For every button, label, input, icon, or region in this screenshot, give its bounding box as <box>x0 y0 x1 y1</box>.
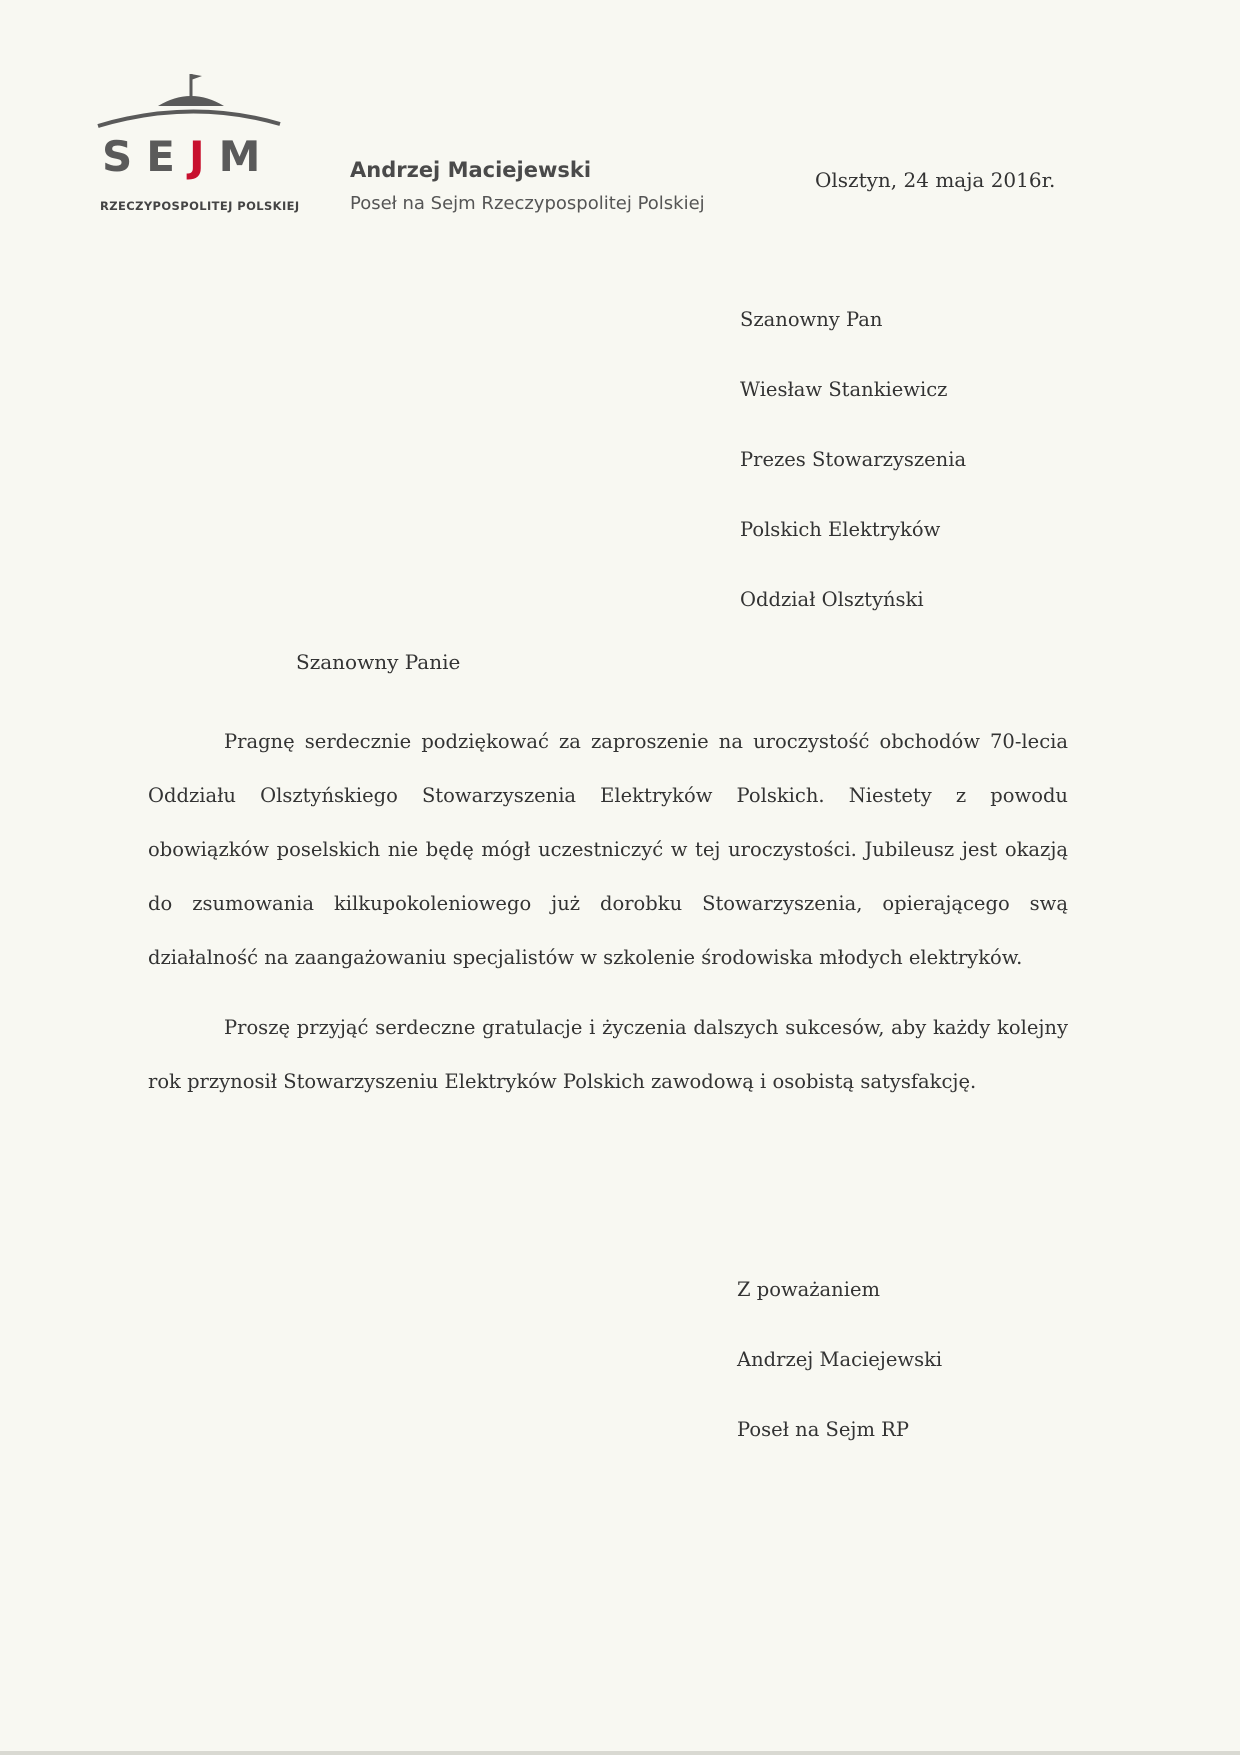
sejm-wordmark: SEJM <box>102 132 275 181</box>
signature-title: Poseł na Sejm RP <box>737 1418 909 1441</box>
sejm-building-icon <box>96 68 286 138</box>
body-paragraph: Proszę przyjąć serdeczne gratulacje i życzenia dalszych sukcesów, aby każdy kolejny rok przynosił Stowarzyszeniu Elektryków Polskich zawodową i osobistą satysfakcję. <box>148 1016 1068 1093</box>
recipient-line: Polskich Elektryków <box>740 518 941 541</box>
signature-name: Andrzej Maciejewski <box>737 1348 943 1371</box>
recipient-block <box>740 300 966 650</box>
sender-name: Andrzej Maciejewski <box>350 158 592 182</box>
salutation: Szanowny Panie <box>296 650 461 674</box>
scan-edge <box>0 1751 1240 1755</box>
body-paragraph: Pragnę serdecznie podziękować za zaproszenie na uroczystość obchodów 70-lecia Oddziału Olsztyńskiego Stowarzyszenia Elektryków Polskich. Niestety z powodu obowiązków poselskich nie będę mógł uczestniczyć w tej uroczystości. Jubileusz jest okazją do zsumowania kilkupokoleniowego już dorobku Stowarzyszenia, opierającego swą działalność na zaangażowaniu specjalistów w szkolenie środowiska młodych elektryków. <box>148 730 1068 969</box>
recipient-line: Wiesław Stankiewicz <box>740 378 948 401</box>
closing-block <box>737 1270 942 1480</box>
logo-subtitle: RZECZYPOSPOLITEJ POLSKIEJ <box>100 199 300 213</box>
sejm-logo <box>96 68 300 218</box>
sender-title: Poseł na Sejm Rzeczypospolitej Polskiej <box>350 193 705 214</box>
recipient-line: Szanowny Pan <box>740 308 883 331</box>
recipient-line: Prezes Stowarzyszenia <box>740 448 967 471</box>
place-date: Olsztyn, 24 maja 2016r. <box>815 168 1056 192</box>
closing-line: Z poważaniem <box>737 1278 881 1301</box>
recipient-line: Oddział Olsztyński <box>740 588 924 611</box>
